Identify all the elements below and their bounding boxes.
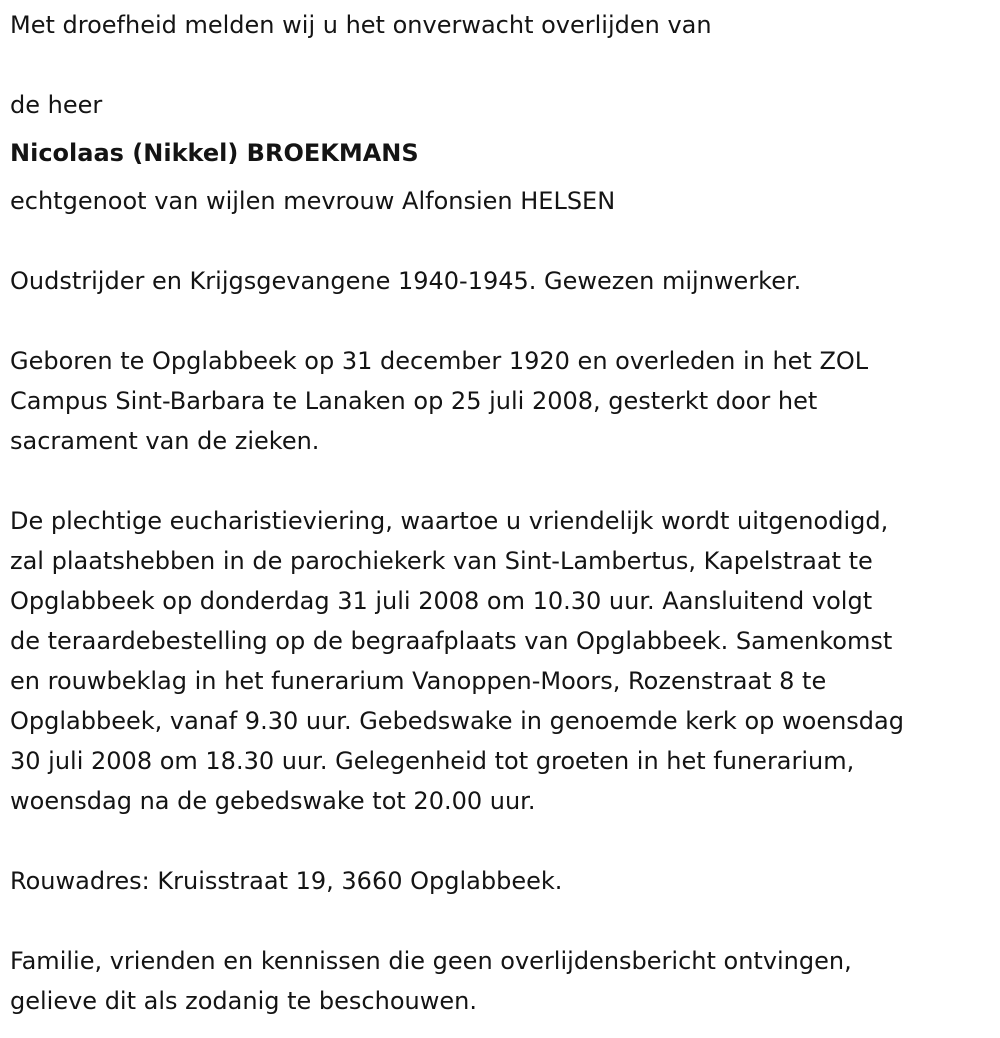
birth-death-line: Campus Sint-Barbara te Lanaken op 25 juli 2008, gesterkt door het	[10, 387, 818, 415]
ceremony-line: woensdag na de gebedswake tot 20.00 uur.	[10, 787, 536, 815]
ceremony-line: en rouwbeklag in het funerarium Vanoppen-Moors, Rozenstraat 8 te	[10, 667, 827, 695]
salutation-text: de heer	[10, 91, 103, 119]
spouse-text: echtgenoot van wijlen mevrouw Alfonsien HELSEN	[10, 187, 616, 215]
intro-text: Met droefheid melden wij u het onverwacht overlijden van	[10, 11, 712, 39]
ceremony-line: De plechtige eucharistieviering, waartoe u vriendelijk wordt uitgenodigd,	[10, 507, 889, 535]
obituary-notice	[10, 5, 995, 1021]
mourning-address: Rouwadres: Kruisstraat 19, 3660 Opglabbeek.	[10, 867, 563, 895]
ceremony-line: zal plaatshebben in de parochiekerk van Sint-Lambertus, Kapelstraat te	[10, 547, 873, 575]
birth-death-line: sacrament van de zieken.	[10, 427, 320, 455]
closing-paragraph	[10, 941, 995, 1021]
birth-death-paragraph	[10, 341, 995, 461]
deceased-name: Nicolaas (Nikkel) BROEKMANS	[10, 139, 419, 167]
ceremony-paragraph	[10, 501, 995, 821]
ceremony-line: Opglabbeek, vanaf 9.30 uur. Gebedswake in genoemde kerk op woensdag	[10, 707, 904, 735]
ceremony-line: Opglabbeek op donderdag 31 juli 2008 om 10.30 uur. Aansluitend volgt	[10, 587, 873, 615]
birth-death-line: Geboren te Opglabbeek op 31 december 1920 en overleden in het ZOL	[10, 347, 869, 375]
ceremony-line: 30 juli 2008 om 18.30 uur. Gelegenheid tot groeten in het funerarium,	[10, 747, 855, 775]
ceremony-line: de teraardebestelling op de begraafplaats van Opglabbeek. Samenkomst	[10, 627, 893, 655]
closing-line: gelieve dit als zodanig te beschouwen.	[10, 987, 477, 1015]
closing-line: Familie, vrienden en kennissen die geen overlijdensbericht ontvingen,	[10, 947, 852, 975]
occupation-text: Oudstrijder en Krijgsgevangene 1940-1945. Gewezen mijnwerker.	[10, 267, 802, 295]
